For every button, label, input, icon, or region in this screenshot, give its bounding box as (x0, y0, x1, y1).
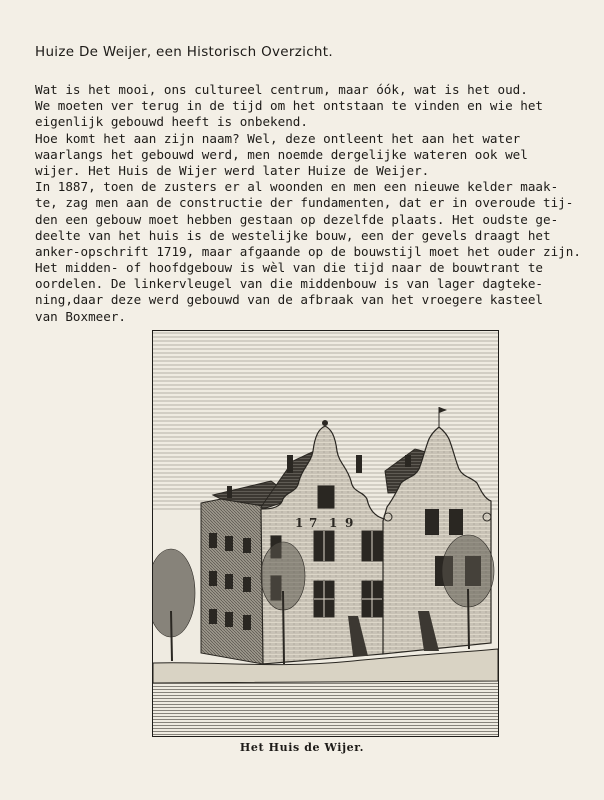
text-line: waarlangs het gebouwd werd, men noemde dergelijke wateren ook wel (35, 146, 528, 162)
text-line: We moeten ver terug in de tijd om het ontstaan te vinden en wie het (35, 98, 543, 114)
text-line: den een gebouw moet hebben gestaan op dezelfde plaats. Het oudste ge- (35, 211, 559, 227)
body-text (35, 82, 595, 325)
text-line: In 1887, toen de zusters er al woonden en men een nieuwe kelder maak- (35, 179, 559, 195)
house-engraving (152, 330, 499, 737)
text-line: eigenlijk gebouwd heeft is onbekend. (35, 114, 308, 130)
text-line: anker-opschrift 1719, maar afgaande op de bouwstijl moet het ouder zijn. (35, 243, 581, 259)
text-line: oordelen. De linkervleugel van die middenbouw is van lager dagteke- (35, 276, 543, 292)
text-line: te, zag men aan de constructie der fundamenten, dat er in overoude tij- (35, 195, 574, 211)
year-digit: 9 (345, 516, 354, 530)
year-digit: 7 (309, 516, 318, 530)
text-line: Hoe komt het aan zijn naam? Wel, deze ontleent het aan het water (35, 130, 521, 146)
year-digit: 1 (329, 516, 338, 530)
text-line: deelte van het huis is de westelijke bouw, een der gevels draagt het (35, 227, 551, 243)
figure-caption: Het Huis de Wijer. (239, 741, 365, 754)
water (153, 681, 498, 736)
year-digit: 1 (295, 516, 304, 530)
text-line: wijer. Het Huis de Wijer werd later Huize de Weijer. (35, 162, 430, 178)
house-drawing (153, 331, 498, 736)
text-line: van Boxmeer. (35, 308, 126, 324)
document-title: Huize De Weijer, een Historisch Overzicht. (35, 44, 333, 60)
text-line: Het midden- of hoofdgebouw is wèl van die tijd naar de bouwtrant te (35, 260, 543, 276)
text-line: ning,daar deze werd gebouwd van de afbraak van het vroegere kasteel (35, 292, 543, 308)
text-line: Wat is het mooi, ons cultureel centrum, maar óók, wat is het oud. (35, 82, 528, 97)
